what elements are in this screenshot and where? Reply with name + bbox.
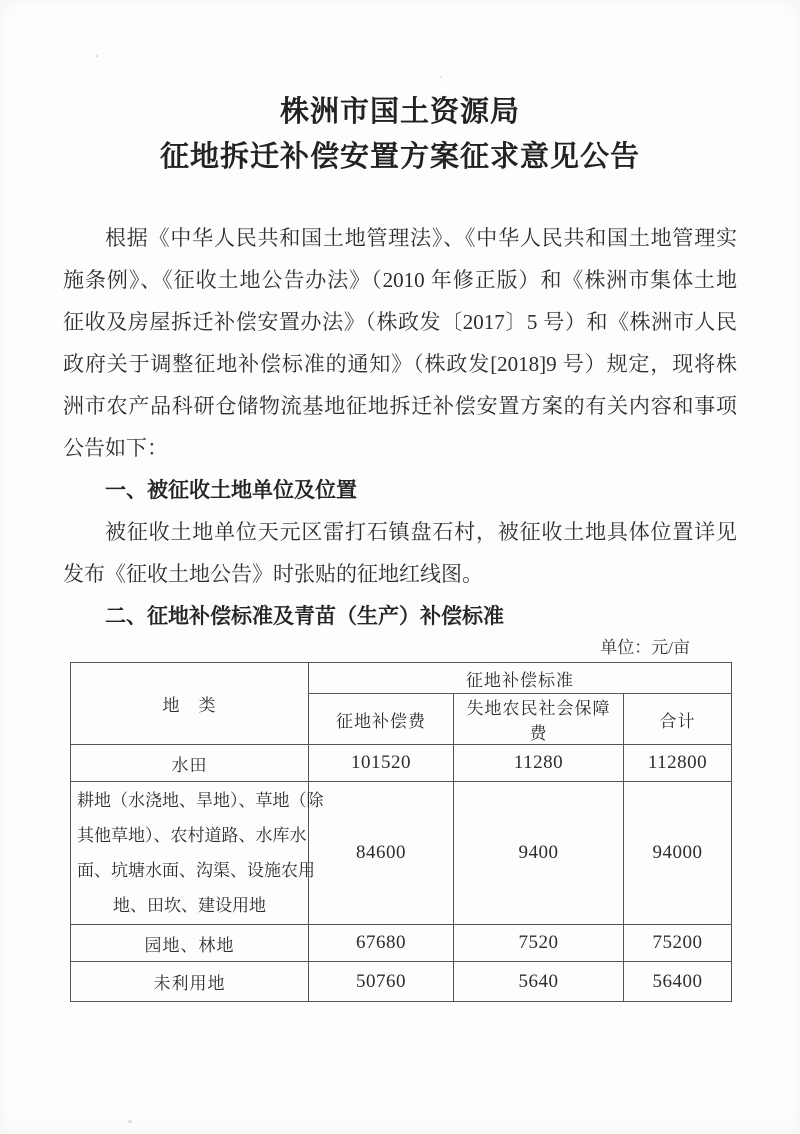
header-social-security-fee: 失地农民社会保障费 — [454, 694, 624, 745]
header-total: 合计 — [624, 694, 732, 745]
cell-land-type: 水田 — [71, 745, 309, 782]
table-row — [71, 745, 732, 782]
section1-line: 被征收土地单位天元区雷打石镇盘石村，被征收土地具体位置详见 — [105, 520, 737, 544]
table-row — [71, 782, 732, 925]
header-land-compensation-fee: 征地补偿费 — [309, 694, 454, 745]
table-row — [71, 962, 732, 1002]
cell-total: 75200 — [624, 925, 732, 962]
cell-fee: 101520 — [309, 745, 454, 782]
intro-line: 洲市农产品科研仓储物流基地征地拆迁补偿安置方案的有关内容和事项 — [63, 394, 737, 418]
intro-line: 施条例》、《征收土地公告办法》（2010 年修正版）和《株洲市集体土地 — [63, 268, 737, 292]
document-title — [0, 90, 800, 180]
cell-social: 11280 — [454, 745, 624, 782]
table-row — [71, 925, 732, 962]
intro-line: 政府关于调整征地补偿标准的通知》（株政发[2018]9 号）规定，现将株 — [63, 352, 737, 376]
cell-social: 7520 — [454, 925, 624, 962]
section1-heading: 一、被征收土地单位及位置 — [105, 478, 357, 502]
document-title-line1: 株洲市国土资源局 — [279, 96, 520, 128]
intro-line: 根据《中华人民共和国土地管理法》、《中华人民共和国土地管理实 — [105, 226, 737, 250]
section2-heading: 二、征地补偿标准及青苗（生产）补偿标准 — [105, 604, 504, 628]
section1-line-last: 发布《征收土地公告》时张贴的征地红线图。 — [63, 562, 483, 586]
intro-line-last: 公告如下： — [63, 436, 168, 460]
document-body — [63, 217, 737, 637]
cell-land-type-line: 其他草地）、农村道路、水库水 — [77, 826, 307, 845]
cell-land-type-line: 地、田坎、建设用地 — [113, 896, 266, 915]
cell-social: 9400 — [454, 782, 624, 925]
cell-total: 56400 — [624, 962, 732, 1002]
intro-line: 征收及房屋拆迁补偿安置办法》（株政发〔2017〕5 号）和《株洲市人民 — [63, 310, 737, 334]
header-group-compensation-standard: 征地补偿标准 — [309, 663, 732, 694]
compensation-table — [70, 662, 732, 1002]
scan-speck — [440, 76, 442, 78]
scan-speck — [95, 55, 98, 57]
cell-fee: 67680 — [309, 925, 454, 962]
cell-land-type — [71, 782, 324, 925]
cell-land-type-line: 耕地（水浇地、旱地）、草地（除 — [77, 791, 324, 810]
cell-total: 94000 — [624, 782, 732, 925]
cell-fee: 84600 — [309, 782, 454, 925]
table-unit-label: 单位：元/亩 — [600, 638, 690, 657]
cell-social: 5640 — [454, 962, 624, 1002]
cell-land-type-line: 面、坑塘水面、沟渠、设施农用 — [77, 861, 315, 880]
header-land-type: 地 类 — [71, 663, 309, 745]
cell-total: 112800 — [624, 745, 732, 782]
cell-land-type: 园地、林地 — [71, 925, 309, 962]
cell-fee: 50760 — [309, 962, 454, 1002]
document-title-line2: 征地拆迁补偿安置方案征求意见公告 — [159, 141, 640, 173]
scan-speck — [128, 1120, 132, 1123]
cell-land-type: 未利用地 — [71, 962, 309, 1002]
